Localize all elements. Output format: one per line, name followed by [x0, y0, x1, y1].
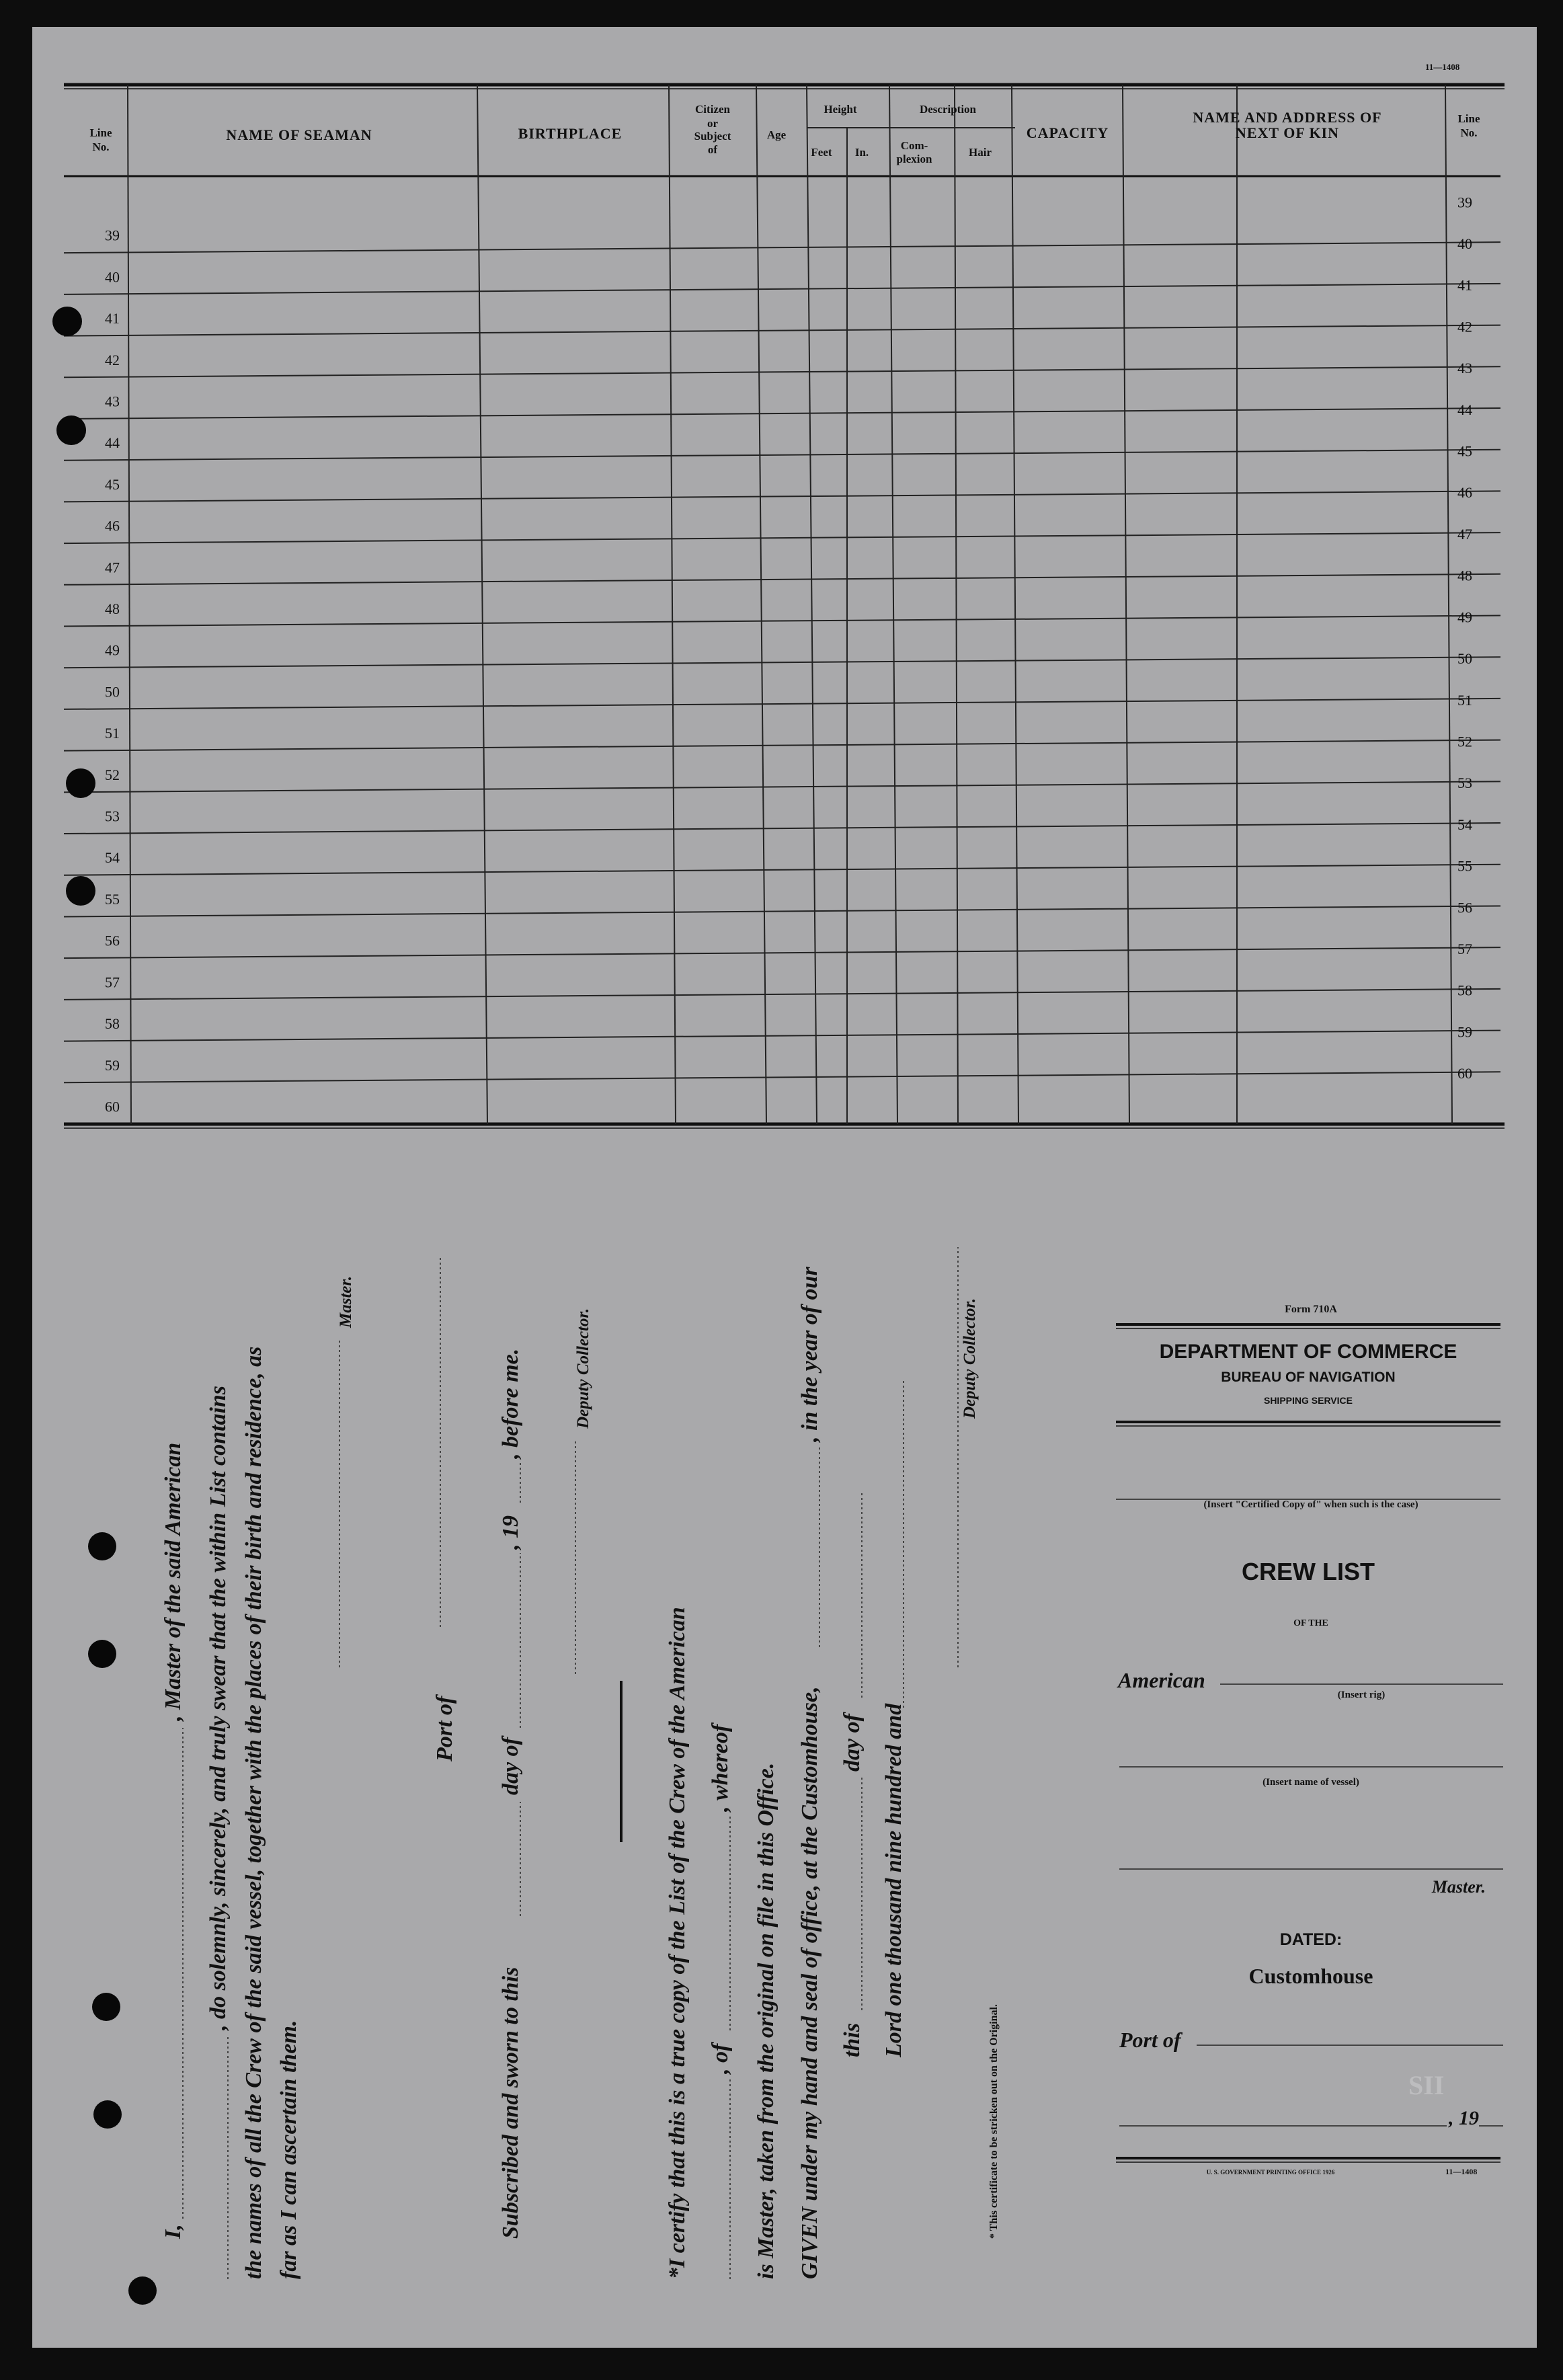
- line-number-left: 52: [105, 766, 120, 783]
- line-number-left: 57: [105, 974, 120, 991]
- line-number-right: 49: [1457, 608, 1472, 626]
- cert-day-of: day of: [840, 1714, 865, 1772]
- cover-insert-rig: (Insert rig): [1337, 1690, 1386, 1700]
- line-number-left: 58: [105, 1015, 120, 1033]
- line-number-right: 47: [1457, 525, 1472, 543]
- header-line-no-right-1: Line: [1457, 112, 1480, 125]
- cert-this: this: [840, 2022, 865, 2057]
- line-number-right: 53: [1457, 775, 1472, 792]
- header-name-of-seaman: NAME OF SEAMAN: [226, 126, 372, 143]
- line-number-right: 43: [1457, 360, 1472, 377]
- header-birthplace: BIRTHPLACE: [518, 125, 623, 142]
- cover-nineteen: , 19: [1449, 2107, 1479, 2129]
- line-number-right: 39: [1457, 194, 1472, 211]
- line-number-right: 54: [1457, 816, 1472, 833]
- header-complexion-1: Com-: [900, 139, 928, 152]
- line-number-right: 42: [1457, 318, 1472, 335]
- line-number-left: 49: [105, 641, 120, 659]
- cert-lord: Lord one thousand nine hundred and: [881, 1703, 906, 2057]
- header-description: Description: [919, 103, 977, 116]
- header-line-no-right-2: No.: [1460, 126, 1478, 139]
- line-number-left: 40: [105, 268, 120, 286]
- cover-form-number: 11—1408: [1445, 2167, 1478, 2176]
- oath-day-of: day of: [498, 1737, 523, 1795]
- oath-deputy-collector: Deputy Collector.: [574, 1308, 592, 1429]
- cover-port-of: Port of: [1119, 2028, 1181, 2052]
- cert-deputy-collector: Deputy Collector.: [961, 1298, 979, 1419]
- cover-insert-vessel: (Insert name of vessel): [1263, 1777, 1359, 1788]
- oath-section: [161, 1257, 621, 2279]
- line-number-left: 51: [105, 725, 120, 742]
- certificate-section: [665, 1247, 1000, 2279]
- header-hair: Hair: [969, 146, 992, 159]
- cert-given: GIVEN under my hand and seal of office, at the Customhouse,: [797, 1686, 822, 2279]
- oath-master-label: Master.: [337, 1275, 355, 1328]
- cert-year-of-our: , in the year of our: [797, 1267, 822, 1442]
- header-line-no-1: Line: [89, 126, 112, 139]
- header-line-no-2: No.: [92, 141, 110, 153]
- line-number-left: 56: [105, 932, 120, 949]
- header-citizen-3: Subject: [694, 130, 731, 143]
- header-citizen-4: of: [707, 143, 718, 156]
- cover-dated: DATED:: [1279, 1930, 1342, 1949]
- oath-nineteen: , 19: [498, 1515, 523, 1550]
- header-citizen-1: Citizen: [695, 103, 730, 116]
- cover-master: Master.: [1431, 1877, 1486, 1897]
- cover-panel: [1116, 1304, 1503, 2176]
- header-next-of-kin-1: NAME AND ADDRESS OF: [1193, 109, 1382, 126]
- oath-i: I,: [161, 2224, 186, 2239]
- cover-crew-list: CREW LIST: [1242, 1558, 1375, 1585]
- line-number-left: 53: [105, 807, 120, 825]
- header-next-of-kin-2: NEXT OF KIN: [1235, 124, 1340, 141]
- line-number-right: 50: [1457, 650, 1472, 668]
- line-number-left: 45: [105, 475, 120, 493]
- line-number-right: 51: [1457, 691, 1472, 709]
- line-number-left: 47: [105, 559, 120, 576]
- cert-of: , of: [708, 2043, 733, 2074]
- cert-is-master: is Master, taken from the original on file in this Office.: [754, 1762, 778, 2279]
- header-height: Height: [824, 103, 857, 116]
- cover-insert-certified: (Insert "Certified Copy of" when such is the case): [1203, 1499, 1418, 1510]
- header-citizen-2: or: [707, 117, 719, 130]
- header-feet: Feet: [811, 146, 832, 159]
- header-complexion-2: plexion: [896, 153, 932, 165]
- line-number-right: 57: [1457, 941, 1472, 958]
- header-age: Age: [766, 128, 787, 141]
- oath-port-of: Port of: [432, 1696, 457, 1761]
- line-number-right: 55: [1457, 857, 1472, 875]
- line-number-left: 41: [105, 310, 120, 327]
- line-number-left: 43: [105, 393, 120, 410]
- line-number-right: 52: [1457, 733, 1472, 750]
- oath-master-of-american: , Master of the said American: [161, 1442, 186, 1721]
- cover-of-the: OF THE: [1293, 1618, 1328, 1628]
- line-number-left: 59: [105, 1056, 120, 1074]
- header-capacity: CAPACITY: [1026, 124, 1109, 141]
- line-number-left: 48: [105, 600, 120, 618]
- cover-american: American: [1118, 1668, 1205, 1692]
- cover-bureau: BUREAU OF NAVIGATION: [1221, 1370, 1396, 1385]
- line-number-right: 58: [1457, 982, 1472, 999]
- line-number-right: 44: [1457, 401, 1472, 418]
- line-number-right: 41: [1457, 276, 1472, 294]
- cover-stamp: SII: [1408, 2070, 1445, 2100]
- cover-department: DEPARTMENT OF COMMERCE: [1159, 1341, 1457, 1363]
- oath-subscribed: Subscribed and sworn to this: [498, 1967, 523, 2239]
- line-number-left: 54: [105, 849, 120, 867]
- line-number-right: 40: [1457, 235, 1472, 252]
- line-number-right: 46: [1457, 484, 1472, 502]
- cover-form: Form 710A: [1285, 1304, 1337, 1315]
- line-number-left: 55: [105, 890, 120, 908]
- oath-names: the names of all the Crew of the said vessel, together with the places of their birth and residence, as: [241, 1346, 266, 2279]
- line-number-right: 45: [1457, 442, 1472, 460]
- line-number-left: 39: [105, 227, 120, 244]
- crew-table: [64, 85, 1505, 1128]
- line-number-left: 42: [105, 351, 120, 368]
- cover-printing: U. S. GOVERNMENT PRINTING OFFICE 1926: [1206, 2169, 1335, 2176]
- line-number-right: 48: [1457, 567, 1472, 584]
- oath-ascertain: far as I can ascertain them.: [276, 2020, 301, 2279]
- line-number-left: 50: [105, 683, 120, 701]
- cert-line1: *I certify that this is a true copy of the List of the Crew of the American: [665, 1607, 690, 2279]
- oath-swear: , do solemnly, sincerely, and truly swear that the within List contains: [206, 1385, 231, 2030]
- line-number-left: 60: [105, 1098, 120, 1115]
- cert-whereof: , whereof: [708, 1724, 733, 1812]
- cert-footnote: * This certificate to be stricken out on the Original.: [988, 2004, 1000, 2239]
- cover-customhouse: Customhouse: [1248, 1964, 1373, 1988]
- cover-service: SHIPPING SERVICE: [1263, 1395, 1353, 1406]
- header-in: In.: [854, 146, 869, 159]
- line-number-right: 56: [1457, 899, 1472, 916]
- form-number-top: 11—1408: [1425, 62, 1460, 72]
- line-number-right: 60: [1457, 1065, 1472, 1082]
- line-number-left: 46: [105, 517, 120, 534]
- line-number-right: 59: [1457, 1023, 1472, 1041]
- line-number-left: 44: [105, 434, 120, 452]
- oath-before-me: , before me.: [498, 1348, 523, 1459]
